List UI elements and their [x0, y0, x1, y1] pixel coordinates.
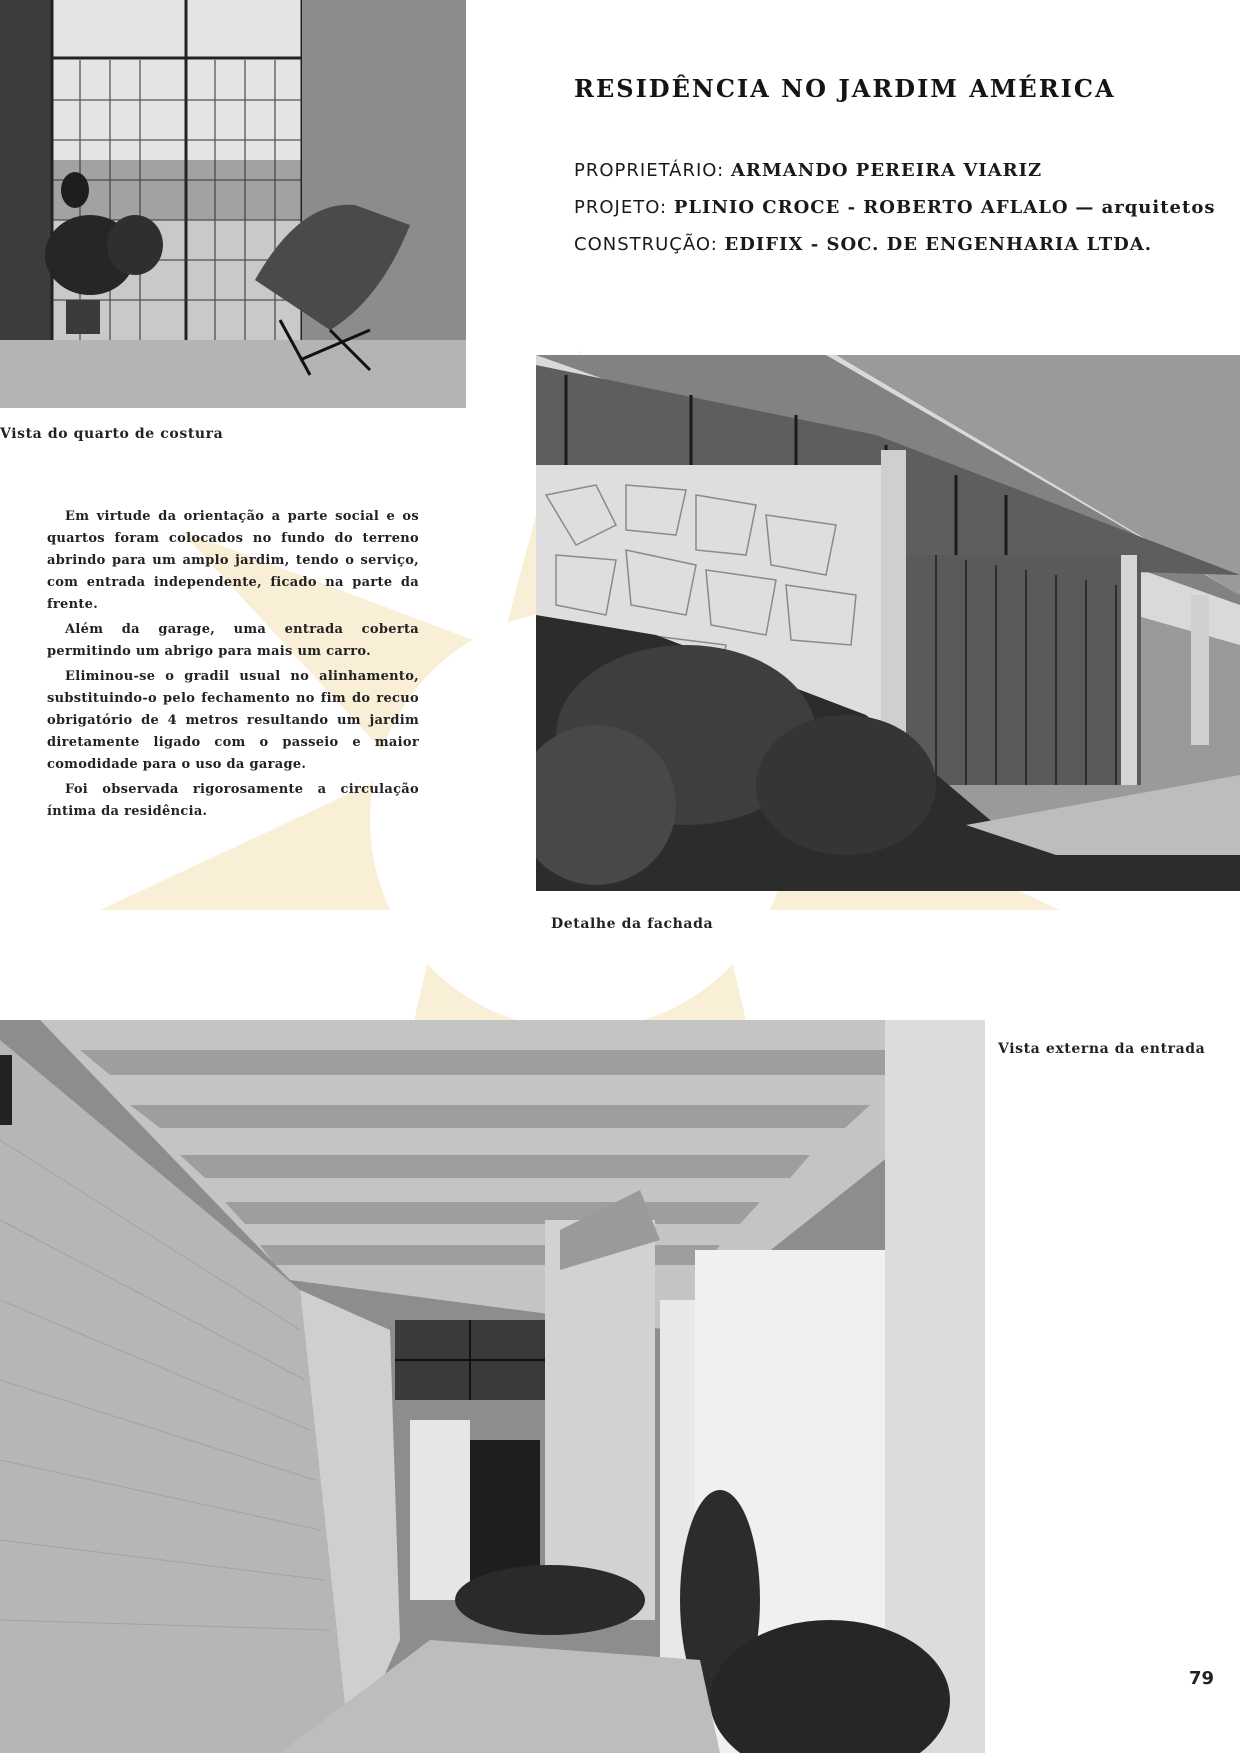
paragraph-circulation: Foi observada rigorosamente a circulação íntima da residência.	[47, 782, 419, 819]
entrance-caption: Vista externa da entrada	[998, 1041, 1206, 1057]
architects-suffix: — arquitetos	[1075, 197, 1216, 218]
owner-name: ARMANDO PEREIRA VIARIZ	[730, 160, 1043, 181]
project-label: PROJETO:	[574, 197, 668, 218]
facade-caption: Detalhe da fachada	[551, 916, 714, 932]
paragraph-fence: Eliminou-se o gradil usual no alinhamento, substituindo-o pelo fechamento no fim do recuo obrigatório de 4 metros resultando um jardim diretamente ligado com o passeio e maior comodidade para o uso da garage.	[47, 669, 419, 772]
sewing-room-caption: Vista do quarto de costura	[0, 426, 224, 442]
owner-credit	[574, 160, 1042, 181]
sewing-room-photo	[0, 0, 466, 408]
facade-photo	[536, 355, 1240, 891]
entrance-photo	[0, 1020, 985, 1753]
project-credit	[574, 197, 1215, 218]
paragraph-garage: Além da garage, uma entrada coberta permitindo um abrigo para mais um carro.	[47, 622, 419, 659]
construction-credit	[574, 234, 1152, 255]
page-number: 79	[1189, 1668, 1215, 1689]
paragraph-orientation: Em virtude da orientação a parte social e os quartos foram colocados no fundo do terreno abrindo para um amplo jardim, tendo o serviço, com entrada independente, ficado na parte da frente.	[47, 509, 419, 612]
owner-label: PROPRIETÁRIO:	[574, 160, 725, 181]
construction-company: EDIFIX - SOC. DE ENGENHARIA LTDA.	[724, 234, 1152, 255]
page-title: RESIDÊNCIA NO JARDIM AMÉRICA	[574, 74, 1116, 103]
description-text	[47, 506, 419, 826]
architect-names: PLINIO CROCE - ROBERTO AFLALO	[673, 197, 1069, 218]
construction-label: CONSTRUÇÃO:	[574, 234, 718, 255]
